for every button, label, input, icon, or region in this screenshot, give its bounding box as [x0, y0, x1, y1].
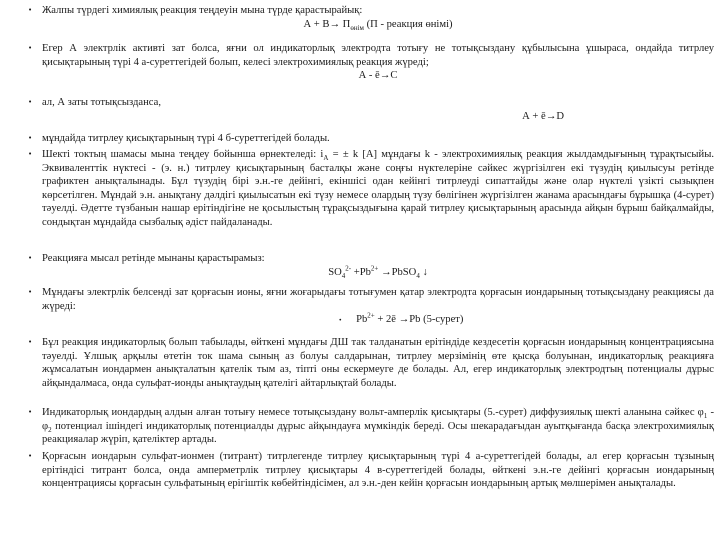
list-item: [28, 336, 714, 390]
bullet-icon: •: [28, 338, 33, 346]
paragraph-text: Шекті токтың шамасы мына теңдеу бойынша өрнектеледі: $i_A$ = ± k [A] мұндағы k - электрохимиялық реакция жылдамдығының тұрақтысыйы. Эквиваленттік нүктесі - (э. н.) титрлеу қисықтарының басталқы және соңғы нүктелеріне сәйкес жүргізілген екі түзудің қиылысуы ретінде графиктен анықталынады. Бұл түзудің бірі э.н.-ге дейінгі, екіншісі одан кейінгі титрлеуді сипаттайды және олар нүктелі үзікті сызықпен көрсетілген. Мұндай э.н. анықтану дәлдігі қиылысатын екі түзу немесе олардың түзу бөлігінен жүргізілген жанама арасындағы бұрышқа (4-сурет) тәуелді. Әдетте түзбанын нашар ерітіндігіне не қосылыстың тұрақсыздығына қарай титрлеу қисықтарының арасында айқын бұрыш байқалмайды, сондықтан мұндайда сызбалық әдіст пайдаланады.: [42, 149, 714, 228]
bullet-icon: •: [28, 254, 33, 262]
formula-reduction: А + ē→D: [522, 110, 564, 122]
paragraph-text: Реакцияға мысал ретінде мынаны қарастырамыз:: [42, 253, 265, 264]
formula-reaction-general: $А + В\to П_{өнім}$ (П - реакция өнімі): [303, 18, 453, 32]
bullet-icon: •: [28, 134, 33, 142]
paragraph-text: Индикаторлық иондардың алдын алған тотығу немесе тотықсыздану вольт-амперлік қисықтары (5.-сурет) диффузиялық шекті аланына сәйкес $\varphi_1 - \varphi_2$ потенциал ішіндегі индикаторлық потенциалды дұрыс айқындауға мүмкіндік береді. Осы шекарадағыдан ауытқығанда басқа электрохимиялық реакцияалар жүріп, қателіктер артады.: [42, 407, 715, 446]
list-item: [28, 450, 714, 491]
bullet-icon: •: [338, 317, 343, 325]
paragraph-text: мұндайда титрлеу қисықтарының түрі 4 б-суреттегідей болады.: [42, 133, 330, 144]
formula-oxidation: А - ē→С: [358, 70, 398, 82]
paragraph-text: Мұндағы электрлік белсенді зат қорғасын ионы, яғни жоғарыдағы тотығумен қатар электродта қорғасын иондарының тотықсыздану реакциясы да жүреді:: [42, 287, 714, 312]
bullet-icon: •: [28, 452, 33, 460]
bullet-icon: •: [28, 98, 33, 106]
formula-lead-reduction: • $Pb^{2+}$ + 2ē →Pb (5-сурет): [338, 311, 464, 326]
paragraph-text: Жалпы түрдегі химиялық реакция теңдеуін мына түрде қарастырайық:: [42, 5, 363, 16]
paragraph-text: Егер А электрлік активті зат болса, яғни ол индикаторлық электродта тотығу не тотықсыздану құбылысына ұшыраса, ондайда титрлеу қисықтарының түрі 4 а-суреттегідей болып, келесі электрохимиялық реакция жүреді;: [42, 43, 714, 68]
bullet-icon: •: [28, 408, 33, 416]
paragraph-text: ал, А заты тотықсызданса,: [42, 97, 161, 108]
list-item: [28, 406, 714, 447]
list-item: [28, 4, 714, 31]
list-item: [28, 132, 714, 146]
bullet-icon: •: [28, 150, 33, 158]
list-item: [28, 286, 714, 328]
list-item: [28, 42, 714, 83]
bullet-icon: •: [28, 288, 33, 296]
paragraph-text: Бұл реакция индикаторлық болып табылады, өйткені мұндағы ДШ так талданатын ерітіндіде кездесетін қорғасын иондарының концентрациясына тәуелді. Ұлшық арқылы өтетін ток шама сының аз болуы салдарынан, титрлеу мерзімінің өте қысқа болуынан, индикаторлық реакцияға жұмсалатын иондармен анықталатын қателік тым аз, тіпті оны ескермеуге де болады. Ал, егер индикаторлық электродтың потенциалы дұрыс айқындалмаса, онда сульфат-ионды анықтаудың қателігі айтарлықтай болады.: [42, 337, 714, 389]
list-item: [28, 148, 714, 230]
list-item: [28, 252, 714, 279]
list-item: [28, 96, 714, 123]
bullet-icon: •: [28, 44, 33, 52]
formula-precipitation: $SO_4^{2-} +Pb^{2+}$ →PbSO$_4$ ↓: [328, 264, 428, 280]
paragraph-text: Қорғасын иондарын сульфат-ионмен (титрант) титрлегенде титрлеу қисықтарының түрі 4 а-суреттегідей болады, ал егер қорғасын тұзының ерітіндісі титрант болса, онда амперметрлік титрлеу қисықтары 4 в-суреттегідей болады, өйткені э.н.-ге дейінгі қорғасын иондарының концентрациясы қорғасын сульфатының ерігіштік көбейтіндісімен, ал э.н.-ден кейін қорғасын иондарының артық мөлшерімен анықталады.: [42, 451, 714, 490]
bullet-icon: •: [28, 6, 33, 14]
